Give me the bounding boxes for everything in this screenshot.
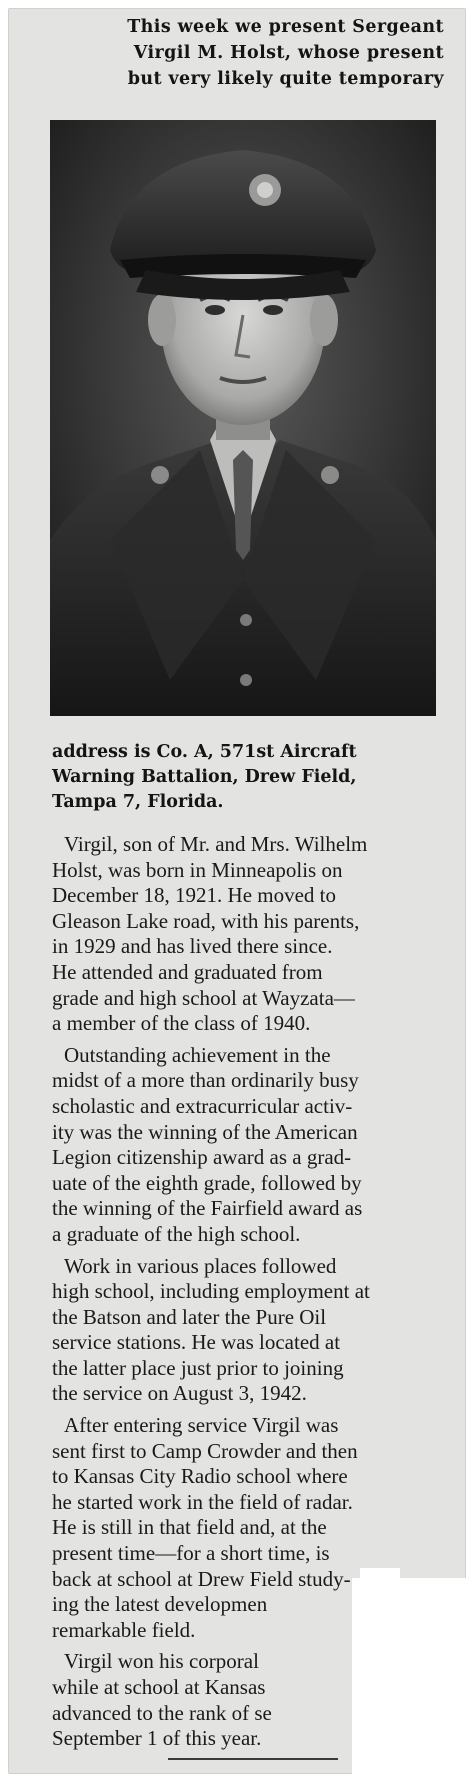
address-line: Tampa 7, Florida. (52, 792, 224, 812)
body-line: in 1929 and has lived there since. (52, 934, 333, 959)
body-line: while at school at Kansas (52, 1675, 266, 1699)
body-line: ity was the winning of the American (52, 1119, 358, 1144)
intro-line: Virgil M. Holst, whose present (133, 43, 444, 63)
address-text (52, 740, 444, 815)
body-line: December 18, 1921. He moved to (52, 883, 337, 908)
body-line: a graduate of the high school. (52, 1221, 301, 1246)
body-line: present time—for a short time, is (52, 1541, 330, 1566)
body-line: midst of a more than ordinarily busy (52, 1068, 359, 1093)
body-line: Holst, was born in Minneapolis on (52, 857, 343, 882)
body-line: sent first to Camp Crowder and then (52, 1438, 358, 1463)
body-line: Legion citizenship award as a grad- (52, 1145, 352, 1170)
body-line: He is still in that field and, at the (52, 1515, 327, 1540)
intro-line: but very likely quite temporary (127, 69, 444, 89)
portrait-image (50, 120, 436, 716)
body-line: September 1 of this year. (52, 1726, 262, 1751)
soldier-portrait-photo (50, 120, 436, 716)
body-line: high school, including employment at (52, 1279, 370, 1304)
paragraph-3 (52, 1254, 446, 1408)
address-line: Warning Battalion, Drew Field, (52, 767, 357, 787)
intro-line: This week we present Sergeant (127, 17, 444, 37)
body-line: Gleason Lake road, with his parents, (52, 908, 360, 933)
torn-corner (352, 1578, 476, 1782)
body-line: the service on August 3, 1942. (52, 1381, 307, 1406)
body-line: Virgil won his corporal (64, 1649, 259, 1674)
body-line: remarkable field. (52, 1617, 196, 1642)
paragraph-2 (52, 1043, 446, 1248)
body-line: scholastic and extracurricular activ- (52, 1093, 353, 1118)
body-line: Virgil, son of Mr. and Mrs. Wilhelm (64, 832, 368, 856)
body-line: He attended and graduated from (52, 959, 323, 984)
address-line: address is Co. A, 571st Aircraft (52, 742, 357, 762)
body-line: the winning of the Fairfield award as (52, 1196, 363, 1221)
body-line: advanced to the rank of se (52, 1700, 272, 1725)
body-line: Work in various places followed (64, 1253, 337, 1278)
body-line: After entering service Virgil was (64, 1413, 339, 1438)
body-line: the latter place just prior to joining (52, 1355, 344, 1380)
body-line: uate of the eighth grade, followed by (52, 1170, 362, 1195)
body-line: back at school at Drew Field study- (52, 1566, 351, 1591)
paragraph-1 (52, 832, 446, 1037)
body-line: he started work in the field of radar. (52, 1489, 353, 1514)
body-line: service stations. He was located at (52, 1330, 341, 1355)
end-rule (168, 1758, 338, 1760)
torn-corner-edge (360, 1568, 400, 1582)
body-line: the Batson and later the Pure Oil (52, 1304, 327, 1329)
body-line: grade and high school at Wayzata— (52, 985, 355, 1010)
intro-text (48, 14, 444, 92)
body-line: to Kansas City Radio school where (52, 1464, 348, 1489)
body-line: a member of the class of 1940. (52, 1011, 311, 1036)
body-line: ing the latest developmen (52, 1592, 268, 1617)
body-line: Outstanding achievement in the (64, 1042, 331, 1067)
